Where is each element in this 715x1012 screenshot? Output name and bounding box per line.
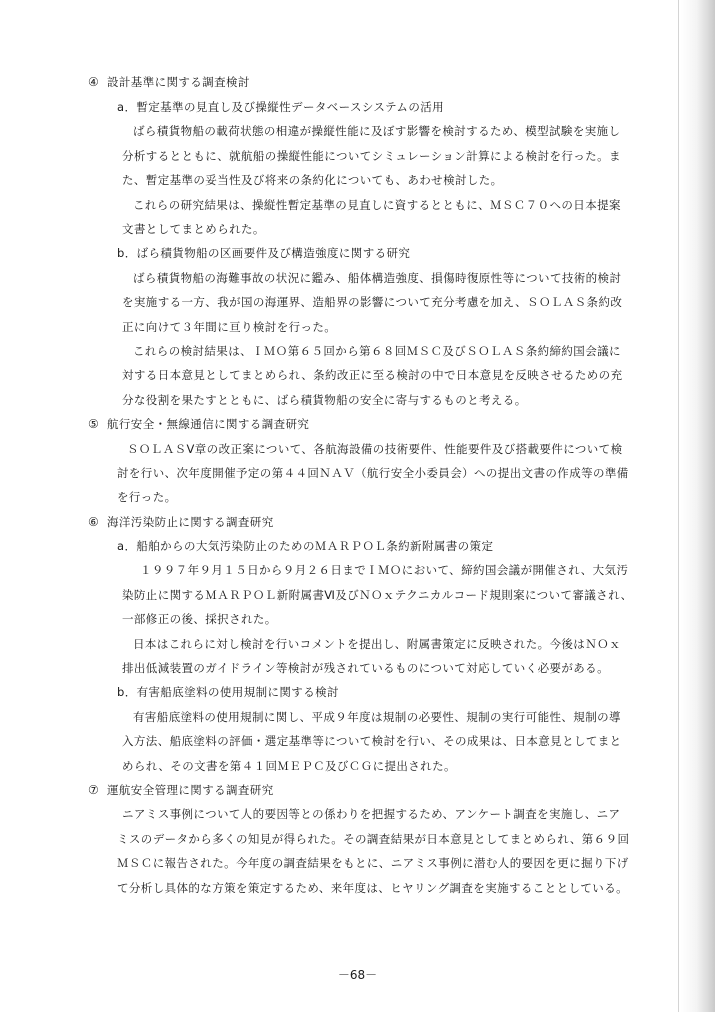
page-number: －68－: [337, 968, 378, 982]
body-line: ばら積貨物船の海難事故の状況に鑑み、船体構造強度、損傷時復原性等について技術的検討: [133, 271, 622, 285]
body-line: ばら積貨物船の載荷状態の相違が操縦性能に及ぼす影響を検討するため、模型試験を実施し: [133, 124, 621, 138]
body-line: められ、その文書を第４１回ＭＥＰＣ及びＣＧに提出された。: [122, 759, 456, 773]
body-line: 入方法、船底塗料の評価・選定基準等について検討を行い、その成果は、日本意見としてまと: [122, 734, 622, 748]
body-line: これらの検討結果は、ＩＭＯ第６５回から第６８回ＭＳＣ及びＳＯＬＡＳ条約締約国会議に: [133, 344, 621, 358]
section-6-mark: ⑥: [88, 515, 99, 529]
section-7-heading: 運航安全管理に関する調査研究: [107, 783, 274, 797]
section-4-heading: 設計基準に関する調査検討: [107, 75, 250, 89]
section-7-mark: ⑦: [88, 783, 99, 797]
body-line: ＳＯＬＡＳⅤ章の改正案について、各航海設備の技術要件、性能要件及び搭載要件について検: [127, 442, 623, 456]
section-4-mark: ④: [88, 75, 99, 89]
body-line: 分析するとともに、就航船の操縦性能についてシミュレーション計算による検討を行った。ま: [122, 149, 621, 163]
body-line: ニアミス事例について人的要因等との係わりを把握するため、アンケート調査を実施し、ニア: [122, 807, 621, 821]
section-5-mark: ⑤: [88, 417, 99, 431]
scan-edge-line: [678, 0, 679, 1012]
body-line: て分析し具体的な方策を策定するため、来年度は、ヒヤリング調査を実施することとしている。: [117, 881, 629, 895]
body-line: た、暫定基準の妥当性及び将来の条約化についても、あわせ検討した。: [122, 173, 503, 187]
section-4a-label: a．暫定基準の見直し及び操縦性データベースシステムの活用: [117, 100, 445, 114]
body-line: ＭＳＣに報告された。今年度の調査結果をもとに、ニアミス事例に潜む人的要因を更に掘り下げ: [117, 856, 629, 870]
scan-edge-shadow: [681, 0, 715, 1012]
body-line: 対する日本意見としてまとめられ、条約改正に至る検討の中で日本意見を反映させるための充: [122, 368, 623, 382]
body-line: １９９７年９月１５日から９月２６日までＩＭＯにおいて、締約国会議が開催され、大気汚: [140, 563, 629, 577]
body-line: これらの研究結果は、操縦性暫定基準の見直しに資するとともに、ＭＳＣ７０への日本提案: [133, 198, 621, 212]
body-line: 正に向けて３年間に亘り検討を行った。: [122, 320, 337, 334]
body-line: ミスのデータから多くの知見が得られた。その調査結果が日本意見としてまとめられ、第６９回: [117, 832, 630, 846]
section-6a-label: a．船舶からの大気汚染防止のためのＭＡＲＰＯＬ条約新附属書の策定: [117, 539, 494, 553]
body-line: 排出低減装置のガイドライン等検討が残されているものについて対応していく必要がある。: [122, 661, 609, 675]
body-line: 一部修正の後、採択された。: [122, 612, 277, 626]
body-line: 討を行い、次年度開催予定の第４４回ＮＡＶ（航行安全小委員会）への提出文書の作成等の準備: [117, 466, 629, 480]
section-6b-label: b．有害船底塗料の使用規制に関する検討: [117, 685, 339, 699]
body-line: を実施する一方、我が国の海運界、造船界の影響について充分考慮を加え、ＳＯＬＡＳ条約改: [122, 295, 623, 309]
section-5-heading: 航行安全・無線通信に関する調査研究: [107, 417, 310, 431]
body-line: 有害船底塗料の使用規制に関し、平成９年度は規制の必要性、規制の実行可能性、規制の導: [133, 710, 621, 724]
body-line: 文書としてまとめられた。: [122, 222, 265, 236]
body-line: 分な役割を果たすとともに、ばら積貨物船の安全に寄与するものと考える。: [122, 393, 527, 407]
section-6-heading: 海洋汚染防止に関する調査研究: [107, 515, 274, 529]
body-line: 染防止に関するＭＡＲＰＯＬ新附属書Ⅵ及びＮＯｘテクニカルコード規則案について審議され、: [122, 588, 633, 602]
body-line: 日本はこれらに対し検討を行いコメントを提出し、附属書策定に反映された。今後はＮＯｘ: [133, 637, 621, 651]
body-line: を行った。: [117, 490, 177, 504]
section-4b-label: b．ばら積貨物船の区画要件及び構造強度に関する研究: [117, 246, 411, 260]
